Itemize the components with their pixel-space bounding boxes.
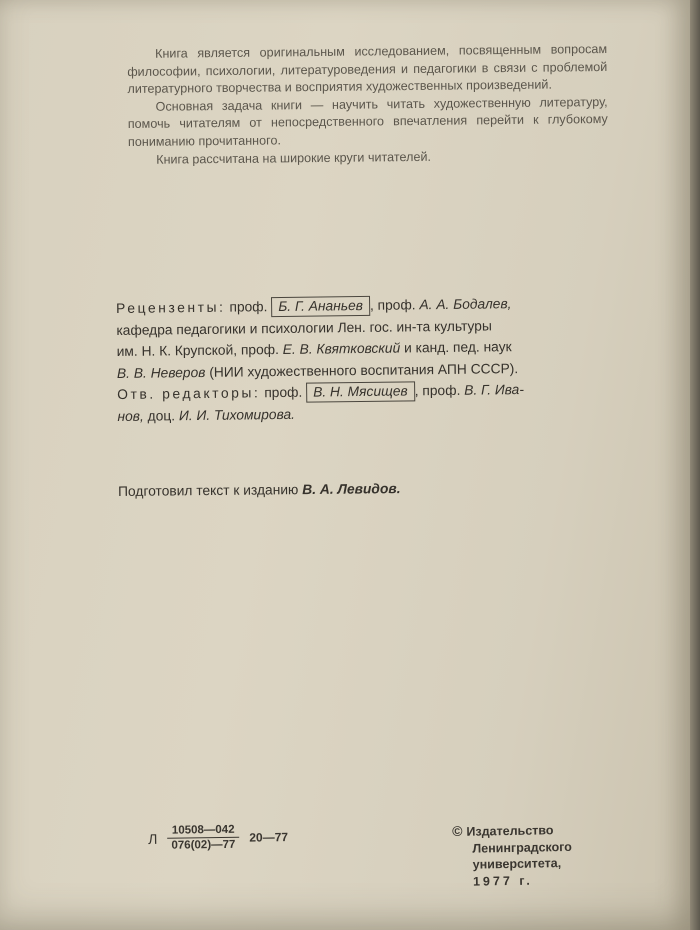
page-edge: [690, 0, 700, 930]
annotation-paragraph: Основная задача книги — научить читать художественную литературу, помочь читателям от непосредственного впечатления перейти к глубокому пониманию прочитанного.: [127, 94, 608, 149]
prof-label: проф.: [264, 384, 303, 401]
catalog-index: [148, 823, 288, 852]
index-tail: 20—77: [249, 829, 289, 845]
reviewer-name: А. А. Бодалев,: [419, 296, 512, 313]
editor-name: В. Г. Ива-: [464, 382, 524, 398]
reviewers-line-2: кафедра педагогики и психологии Лен. гос. ин-та культуры: [116, 317, 492, 338]
editor-name: И. И. Тихомирова.: [178, 406, 296, 423]
annotation-paragraph: Книга является оригинальным исследованием, посвященным вопросам философии, психологии, литературоведения и педагогики в связи с проблемой литературного творчества и восприятия художественных произведений.: [127, 41, 608, 97]
index-denominator: 076(02)—77: [167, 837, 239, 852]
credits-block: [116, 292, 618, 427]
editors-label: Отв. редакторы:: [117, 385, 261, 402]
institution-text: им. Н. К. Крупской, проф.: [116, 342, 279, 359]
annotation-block: [127, 41, 608, 169]
prepared-text: Подготовил текст к изданию: [118, 482, 299, 499]
reviewer-name: В. В. Неверов: [116, 364, 206, 381]
index-letter: Л: [148, 830, 158, 847]
publisher-line-3: университета,: [472, 856, 562, 872]
preparer-name: В. А. Левидов.: [302, 481, 401, 498]
index-numerator: 10508—042: [171, 823, 235, 837]
copyright-icon: ©: [452, 822, 463, 839]
publisher-line-2: Ленинградского: [472, 839, 572, 856]
editor-name: нов,: [117, 408, 144, 424]
annotation-paragraph: Книга рассчитана на широкие круги читателей.: [156, 149, 432, 167]
rank-text: доц.: [147, 407, 176, 424]
index-fraction: [167, 824, 239, 852]
prepared-by-line: [118, 481, 401, 499]
publisher-year: 1977 г.: [472, 873, 533, 889]
separator-text: , проф.: [414, 382, 461, 399]
institution-text: (НИИ художественного воспитания АПН СССР).: [209, 360, 519, 380]
publisher-line-1: [452, 821, 572, 841]
separator-text: , проф.: [369, 297, 416, 313]
publisher-imprint: [452, 821, 573, 890]
publisher-text: Издательство: [466, 823, 554, 839]
reviewer-name-boxed: Б. Г. Ананьев: [271, 296, 370, 317]
degree-text: и канд. пед. наук: [403, 339, 512, 356]
editor-name-boxed: В. Н. Мясищев: [306, 381, 415, 402]
reviewers-label: Рецензенты:: [116, 299, 226, 316]
reviewer-name: Е. В. Квятковский: [282, 340, 401, 357]
prof-label: проф.: [229, 299, 268, 315]
